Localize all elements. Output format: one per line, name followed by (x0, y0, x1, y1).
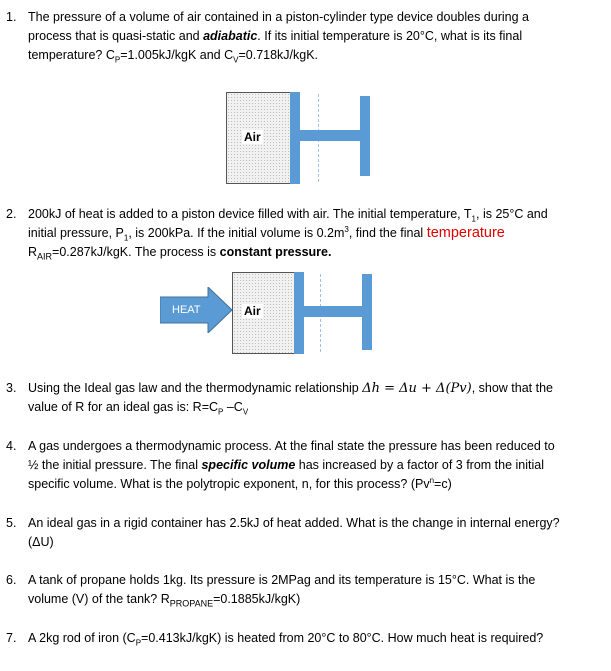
q1-line-3: temperature? $C_P=1.005kJ$/kgK and $C_V=0.718kJ$/kgK. (28, 48, 319, 65)
question-number: 7. (6, 631, 17, 645)
question-number: 5. (6, 516, 17, 530)
air-label: Air (244, 130, 261, 144)
question-number: 6. (6, 573, 17, 587)
question-text (28, 437, 602, 494)
piston-plate (294, 272, 304, 354)
q4-line-1: A gas undergoes a thermodynamic process. At the final state the pressure has been reduced to (28, 439, 555, 453)
q1-line-2: process that is quasi-static and adiabatic. If its initial temperature is 20°C, what is its final (28, 29, 523, 43)
q3-line-1: Using the Ideal gas law and the thermodynamic relationship Δh = Δu + Δ(Pv), show that the (28, 381, 553, 396)
q2-line-1: 200kJ of heat is added to a piston device filled with air. The initial temperature, $T_1$, is 25°C and (28, 207, 548, 224)
rod-end (360, 96, 370, 176)
enthalpy-equation: Δh = Δu + Δ(Pv) (362, 381, 472, 396)
q5-line-2: (ΔU) (28, 535, 54, 549)
question-number: 3. (6, 381, 17, 395)
q7-line-1: A 2kg rod of iron $(C_P=0.413kJ/kgK)$ is heated from 20°C to 80°C. How much heat is required? (28, 631, 544, 648)
q1-line-1: The pressure of a volume of air contained in a piston-cylinder type device doubles during a (28, 10, 529, 24)
adiabatic-emphasis: adiabatic (203, 29, 258, 43)
question-text (28, 8, 602, 65)
question-number: 4. (6, 439, 17, 453)
question-text (28, 629, 602, 648)
q6-line-2: volume (V) of the tank? $R_{PROPANE}=0.1885kJ/kgK$) (28, 592, 301, 609)
specific-volume-emphasis: specific volume (201, 458, 296, 472)
piston-rod (300, 130, 364, 141)
question-text (28, 571, 602, 609)
q3-line-2: value of R for an ideal gas is: $R=C_P$ $-C_V$ (28, 400, 249, 417)
question-number: 1. (6, 10, 17, 24)
question-text (28, 514, 602, 552)
question-text (28, 205, 602, 262)
constant-pressure-emphasis: constant pressure. (219, 245, 332, 259)
q2-line-2: initial pressure, $P_1$, is 200kPa. If the initial volume is $0.2m^3$, find the final temperature (28, 224, 505, 243)
q4-line-2: ½ the initial pressure. The final specific volume has increased by a factor of 3 from the initial (28, 458, 545, 472)
q5-line-1: An ideal gas in a rigid container has 2.5kJ of heat added. What is the change in internal energy? (28, 516, 560, 530)
piston-cylinder-figure-2 (232, 272, 382, 354)
piston-cylinder-figure-1 (226, 92, 376, 184)
piston-plate (290, 92, 300, 184)
q2-line-3: $R_{AIR}=0.287kJ$/kgK. The process is constant pressure. (28, 245, 332, 262)
temperature-red-text: temperature (426, 225, 505, 241)
question-number: 2. (6, 207, 17, 221)
piston-rod (304, 306, 366, 317)
heat-label: HEAT (172, 304, 201, 316)
q4-line-3: specific volume. What is the polytropic exponent, n, for this process? $(Pv^n=c)$ (28, 475, 452, 491)
question-text (28, 379, 602, 417)
air-label: Air (244, 304, 261, 318)
q6-line-1: A tank of propane holds 1kg. Its pressure is 2MPag and its temperature is 15°C. What is the (28, 573, 536, 587)
rod-end (362, 274, 372, 350)
